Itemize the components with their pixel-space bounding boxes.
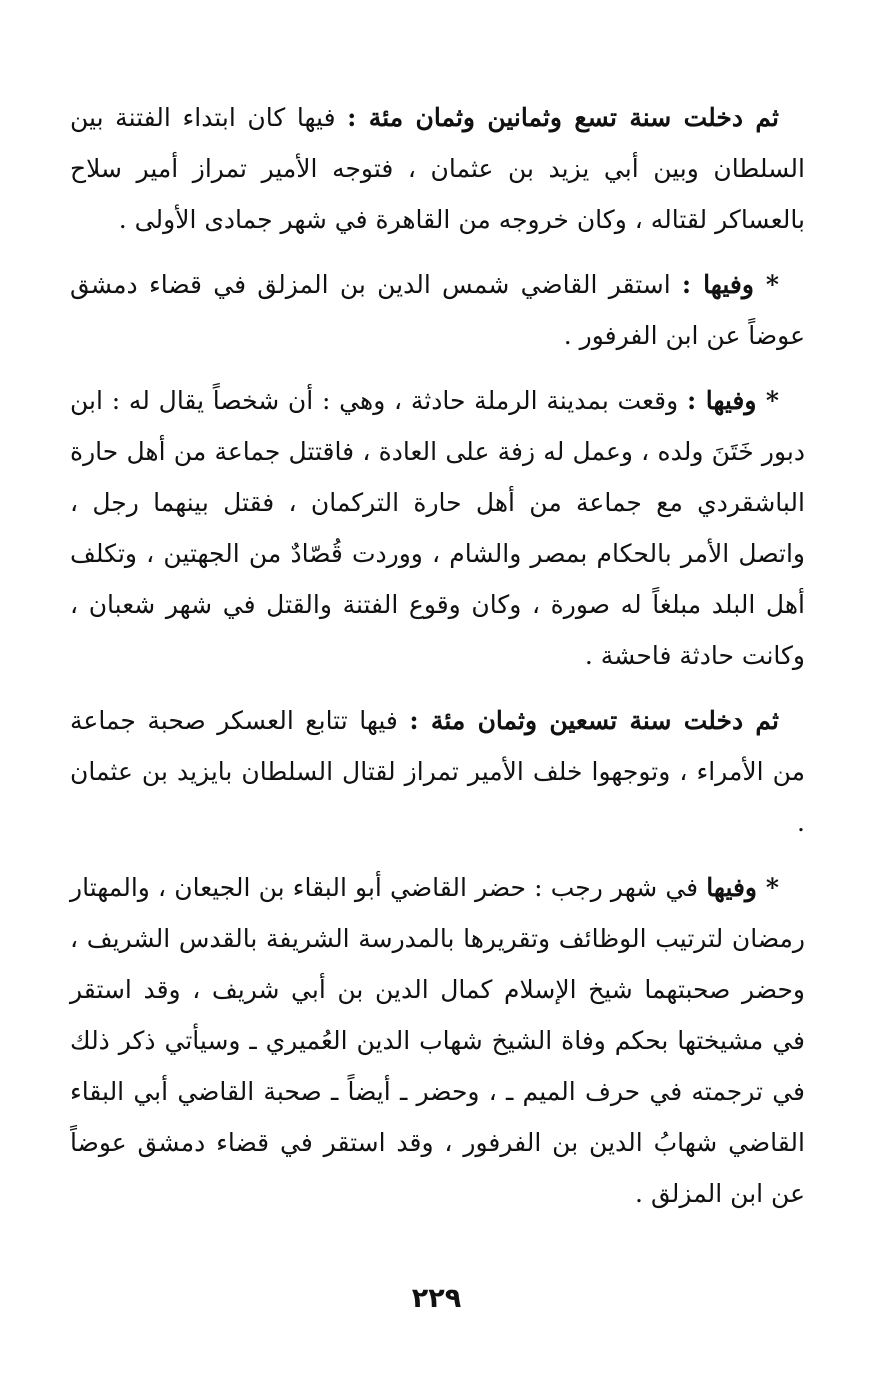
- paragraph-rajab: [70, 862, 805, 1219]
- paragraph-text: فيها تتابع العسكر صحبة جماعة من الأمراء ، وتوجهوا خلف الأمير تمراز لقتال السلطان بايزيد بن عثمان .: [70, 706, 806, 837]
- paragraph-text: فيها كان ابتداء الفتنة بين السلطان وبين أبي يزيد بن عثمان ، فتوجه الأمير تمراز أمير سلاح بالعساكر لقتاله ، وكان خروجه من القاهرة في شهر جمادى الأولى .: [70, 103, 805, 234]
- paragraph-text: في شهر رجب : حضر القاضي أبو البقاء بن الجيعان ، والمهتار رمضان لترتيب الوظائف وتقريرها بالمدرسة الشريفة بالقدس الشريف ، وحضر صحبتهما شيخ الإسلام كمال الدين بن أبي شريف ، وقد استقر في مشيختها بحكم وفاة الشيخ شهاب الدين العُميري ـ وسيأتي ذكر ذلك في ترجمته في حرف الميم ـ ، وحضر ـ أيضاً ـ صحبة القاضي أبي البقاء القاضي شهابُ الدين بن الفرفور ، وقد استقر في قضاء دمشق عوضاً عن ابن المزلق .: [70, 873, 805, 1208]
- paragraph-year-890: [70, 695, 805, 848]
- paragraph-heading: * وفيها: [706, 873, 779, 902]
- paragraph-heading: ثم دخلت سنة تسعين وثمان مئة :: [409, 706, 780, 735]
- paragraph-heading: ثم دخلت سنة تسع وثمانين وثمان مئة :: [347, 103, 779, 132]
- paragraph-text: وقعت بمدينة الرملة حادثة ، وهي : أن شخصاً يقال له : ابن دبور خَتَنَ ولده ، وعمل له زفة على العادة ، فاقتتل جماعة من أهل حارة الباشقردي مع جماعة من أهل حارة التركمان ، فقتل بينهما رجل ، واتصل الأمر بالحكام بمصر والشام ، ووردت قُصّادٌ من الجهتين ، وتكلف أهل البلد مبلغاً له صورة ، وكان وقوع الفتنة والقتل في شهر شعبان ، وكانت حادثة فاحشة .: [70, 386, 805, 670]
- page-body: [70, 92, 805, 1233]
- paragraph-heading: * وفيها :: [686, 386, 779, 415]
- paragraph-heading: * وفيها :: [681, 270, 779, 299]
- paragraph-year-889: [70, 92, 805, 245]
- paragraph-ramla-incident: [70, 375, 805, 681]
- paragraph-ibn-al-muzliq: [70, 259, 805, 361]
- page-number: ٢٢٩: [411, 1283, 462, 1314]
- paragraph-text: استقر القاضي شمس الدين بن المزلق في قضاء دمشق عوضاً عن ابن الفرفور .: [70, 270, 805, 350]
